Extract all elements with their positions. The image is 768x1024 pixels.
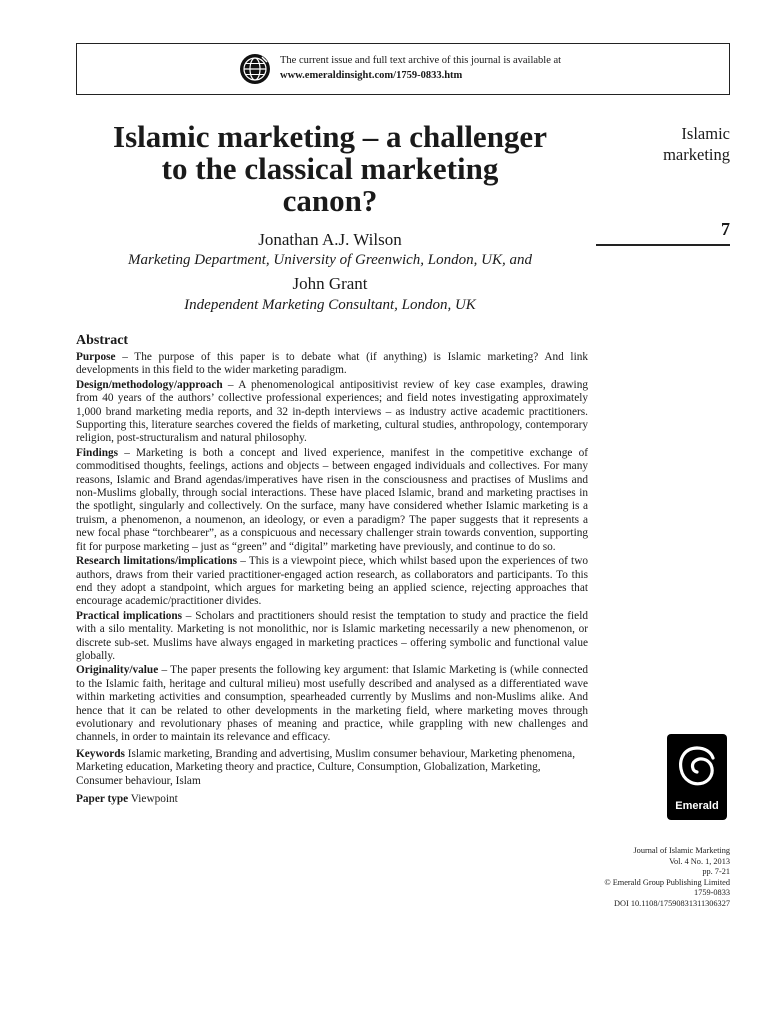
abstract [76, 332, 588, 807]
title-line: Islamic marketing – a challenger [113, 119, 547, 154]
author-name: John Grant [292, 274, 368, 293]
section-text: – The paper presents the following key argument: that Islamic Marketing is (while connected to the Islamic faith, heritage and cultural milieu) most usefully described and analysed as a differentiated wave within marketing activities and consumption, spearheaded currently by Muslims and non-Muslims alike. And hence that it can be related to other developments in the marketing field, where marketing moves through evolutionary and revolutionary phases of meaning and practice, while grappling with new challenges and channels, in order to maintain its relevance and efficacy. [76, 664, 588, 744]
section-label: Purpose [76, 351, 116, 363]
journal-info [604, 846, 730, 910]
notice-text [280, 53, 561, 83]
abstract-section-findings [76, 447, 588, 554]
title-line: canon? [282, 183, 378, 218]
section-label: Research limitations/implications [76, 555, 238, 568]
running-head-line: marketing [663, 145, 730, 164]
abstract-section-originality [76, 664, 588, 744]
notice-line: The current issue and full text archive of this journal is available at [280, 55, 562, 66]
globe-icon [239, 53, 271, 85]
abstract-section-purpose [76, 351, 588, 378]
section-text: – The purpose of this paper is to debate what (if anything) is Islamic marketing? And link developments in this field to the wider marketing paradigm. [76, 351, 588, 377]
running-head-line: Islamic [681, 124, 730, 143]
journal-pages: pp. 7-21 [702, 867, 730, 877]
article-title [60, 121, 600, 217]
paper-type [76, 793, 588, 806]
journal-name: Journal of Islamic Marketing [633, 846, 730, 855]
journal-volume: Vol. 4 No. 1, 2013 [669, 856, 730, 866]
section-text: – This is a viewpoint piece, which whilst based upon the experiences of two authors, draws from their varied practitioner-engaged action research, as collaborators and participants. To this end they adopt a standpoint, which argues for marketing being an applied science, rejecting approaches that encourage academic/practitioner divides. [76, 555, 589, 608]
abstract-heading: Abstract [76, 333, 129, 348]
page-number: 7 [721, 219, 730, 239]
page-number-rule [596, 244, 730, 246]
abstract-section-research-limitations [76, 555, 588, 609]
section-text: – Scholars and practitioners should resist the temptation to study and practice the field with a silo mentality. Marketing is not monolithic, nor is Islamic marketing necessarily a new phenomenon, or discrete sub-set. Muslims have always engaged in marketing practices – offering symbolic and functional value globally. [76, 609, 588, 662]
journal-copyright: © Emerald Group Publishing Limited [604, 877, 730, 887]
author-affiliation: Marketing Department, University of Greenwich, London, UK, and [128, 252, 532, 268]
journal-doi: DOI 10.1108/17590831311306327 [614, 898, 730, 908]
journal-issn: 1759-0833 [694, 888, 730, 898]
section-label: Originality/value [76, 664, 159, 677]
section-label: Practical implications [76, 609, 183, 622]
emerald-logo-text: Emerald [675, 800, 719, 812]
abstract-section-design [76, 379, 588, 446]
abstract-section-practical-implications [76, 610, 588, 664]
section-text: – A phenomenological antipositivist review of key case examples, drawing from 40 years of the authors’ collective professional experiences; and field notes investigating approximately 1,000 brand marketing media reports, and 32 in-depth interviews – as industry active academic practitioners. Supporting this, literature searches covered the fields of marketing, cultural studies, anthropology, contemporary religion, post-structuralism and natural philosophy. [76, 378, 588, 445]
section-label: Findings [76, 446, 119, 459]
title-line: to the classical marketing [161, 151, 499, 186]
journal-archive-notice [76, 43, 730, 95]
keywords-label: Keywords [76, 747, 125, 760]
author-affiliation: Independent Marketing Consultant, London, UK [184, 297, 476, 313]
author-name: Jonathan A.J. Wilson [258, 230, 402, 249]
running-head [663, 123, 730, 165]
section-text: – Marketing is both a concept and lived experience, manifest in the competitive exchange of commoditised thoughts, feelings, actions and objects – between engaged individuals and collectives. For many reasons, Islamic and Brand agendas/imperatives have risen in the consciousness and practises of Muslims and non-Muslims globally, through social interactions. These have placed Islamic, brand and marketing practises in the spotlight, singularly and collectively. On the surface, many have considered whether Islamic marketing is a truism, a phenomenon, a noumenon, an ideology, or even a paradigm? The paper suggests that it represents a new focal phase “torchbearer”, as a conspicuous and necessary challenger strain towards convention, supporting fit for purpose marketing – just as “green” and “digital” marketing have previously, and continue to do so. [76, 446, 588, 553]
keywords [76, 748, 588, 788]
paper-type-label: Paper type [76, 793, 129, 805]
keywords-text: Islamic marketing, Branding and advertising, Muslim consumer behaviour, Marketing phenomena, Marketing education, Marketing theory and practice, Culture, Consumption, Globalization, Marketing, Consumer behaviour, Islam [76, 747, 576, 787]
journal-url-link[interactable]: www.emeraldinsight.com/1759-0833.htm [280, 70, 463, 81]
section-label: Design/methodology/approach [76, 378, 223, 391]
emerald-swirl-icon [675, 742, 719, 796]
paper-type-text: Viewpoint [128, 793, 178, 805]
emerald-logo [667, 734, 727, 820]
